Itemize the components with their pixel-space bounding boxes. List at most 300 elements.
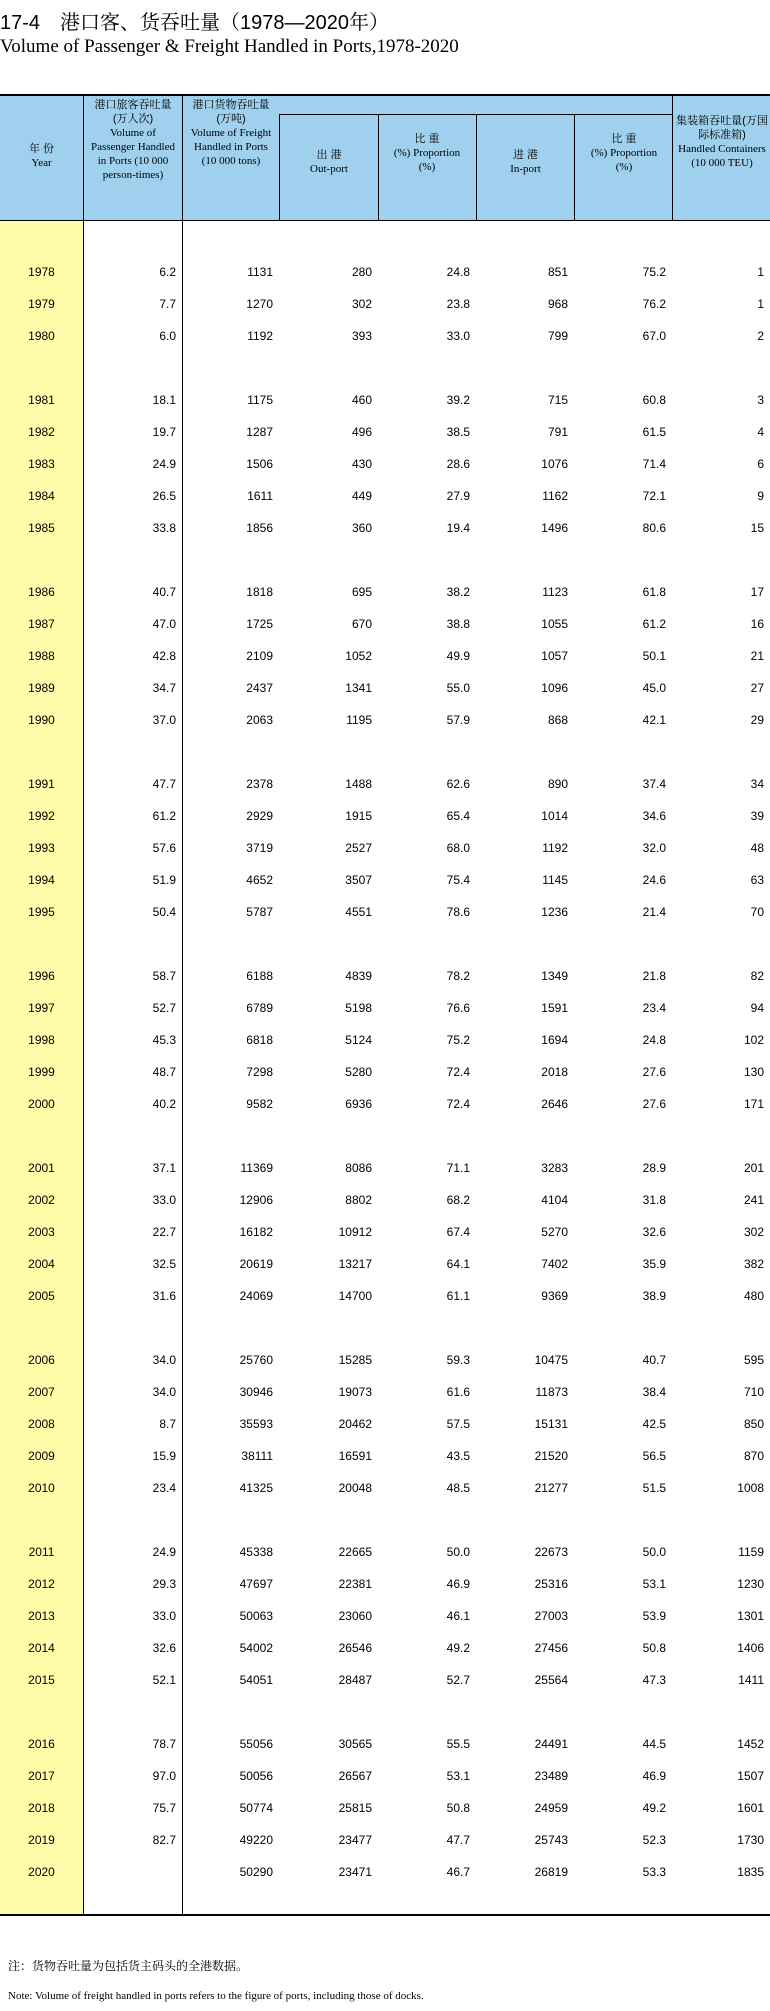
value-cell: 55.0 [446,681,470,695]
value-cell: 50056 [239,1769,273,1783]
value-cell: 61.1 [446,1289,470,1303]
value-cell: 39.2 [446,393,470,407]
value-cell: 40.2 [152,1097,176,1111]
value-cell: 22381 [338,1577,372,1591]
value-cell: 52.7 [446,1673,470,1687]
value-cell: 1915 [345,809,372,823]
value-cell: 360 [351,521,372,535]
value-cell: 302 [743,1225,764,1239]
value-cell: 10475 [534,1353,568,1367]
year-cell: 1995 [28,905,55,919]
value-cell: 1162 [542,489,568,503]
year-cell: 1994 [28,873,55,887]
value-cell: 52.1 [152,1673,176,1687]
value-cell: 1055 [541,617,568,631]
value-cell: 50.0 [642,1545,666,1559]
value-cell: 11369 [240,1161,273,1175]
value-cell: 35.9 [642,1257,666,1271]
year-cell: 1993 [28,841,55,855]
value-cell: 38111 [241,1449,273,1463]
header-outport: 出 港 Out-port [310,149,348,175]
year-cell: 2000 [28,1097,55,1111]
table-row [0,448,770,480]
value-cell: 24.8 [446,265,470,279]
year-cell: 2004 [28,1257,55,1271]
value-cell: 1301 [737,1609,764,1623]
value-cell: 27003 [534,1609,568,1623]
value-cell: 130 [743,1065,764,1079]
value-cell: 34.7 [152,681,176,695]
value-cell: 25815 [338,1801,372,1815]
table-row [0,1216,770,1248]
value-cell: 37.1 [152,1161,176,1175]
value-cell: 1 [757,297,764,311]
year-cell: 1981 [28,393,55,407]
value-cell: 48.5 [446,1481,470,1495]
value-cell: 2378 [246,777,273,791]
value-cell: 2109 [246,649,273,663]
value-cell: 449 [351,489,372,503]
table-row [0,384,770,416]
value-cell: 56.5 [642,1449,666,1463]
value-cell: 63 [750,873,764,887]
value-cell: 46.1 [446,1609,470,1623]
value-cell: 24.9 [152,1545,176,1559]
value-cell: 53.1 [642,1577,666,1591]
value-cell: 52.3 [642,1833,666,1847]
data-table-body [0,256,770,1888]
value-cell: 1496 [541,521,568,535]
note-english: Note: Volume of freight handled in ports refers to the figure of ports, including those of docks. [8,1990,424,2002]
value-cell: 201 [743,1161,764,1175]
value-cell: 1611 [247,489,273,503]
value-cell: 3 [757,393,764,407]
year-cell: 1988 [28,649,55,663]
value-cell: 1008 [737,1481,764,1495]
value-cell: 2437 [246,681,273,695]
value-cell: 49.9 [446,649,470,663]
value-cell: 34.0 [152,1385,176,1399]
value-cell: 3507 [345,873,372,887]
year-cell: 2003 [28,1225,55,1239]
value-cell: 82 [750,969,764,983]
table-row [0,1760,770,1792]
value-cell: 37.4 [642,777,666,791]
table-row [0,672,770,704]
value-cell: 6188 [246,969,273,983]
value-cell: 24491 [534,1737,568,1751]
year-cell: 2008 [28,1417,55,1431]
value-cell: 38.9 [642,1289,666,1303]
value-cell: 30565 [338,1737,372,1751]
value-cell: 14700 [338,1289,372,1303]
value-cell: 39 [750,809,764,823]
table-row [0,992,770,1024]
value-cell: 171 [743,1097,764,1111]
value-cell: 34 [750,777,764,791]
year-cell: 1984 [28,489,55,503]
value-cell: 496 [351,425,372,439]
value-cell: 695 [351,585,372,599]
value-cell: 6936 [345,1097,372,1111]
header-year: 年 份 Year [28,143,55,169]
table-row [0,896,770,928]
value-cell: 1835 [737,1865,764,1879]
header-inport: 进 港 In-port [510,149,541,175]
value-cell: 45.3 [152,1033,176,1047]
row-spacer [0,736,770,768]
value-cell: 30946 [239,1385,273,1399]
value-cell: 1452 [737,1737,764,1751]
value-cell: 11873 [535,1385,568,1399]
value-cell: 27.6 [642,1097,666,1111]
value-cell: 15285 [338,1353,372,1367]
value-cell: 13217 [338,1257,372,1271]
value-cell: 50.0 [446,1545,470,1559]
year-cell: 2012 [28,1577,55,1591]
value-cell: 53.1 [446,1769,470,1783]
header-subrule [279,114,672,115]
value-cell: 8802 [345,1193,372,1207]
data-table [0,256,770,1888]
value-cell: 2063 [246,713,273,727]
value-cell: 28.6 [446,457,470,471]
value-cell: 5198 [345,1001,372,1015]
value-cell: 54002 [239,1641,273,1655]
value-cell: 21.4 [642,905,666,919]
year-cell: 1982 [28,425,55,439]
value-cell: 8.7 [159,1417,176,1431]
year-cell: 1992 [28,809,55,823]
value-cell: 50.1 [642,649,666,663]
value-cell: 27.6 [642,1065,666,1079]
value-cell: 42.1 [642,713,666,727]
value-cell: 3283 [541,1161,568,1175]
value-cell: 23489 [534,1769,568,1783]
value-cell: 67.4 [446,1225,470,1239]
value-cell: 4839 [345,969,372,983]
value-cell: 16182 [239,1225,273,1239]
value-cell: 102 [743,1033,764,1047]
value-cell: 59.3 [446,1353,470,1367]
value-cell: 47.3 [642,1673,666,1687]
header-passenger: 港口旅客吞吐量(万人次) Volume of Passenger Handled in Ports (10 000 person-times) [90,99,175,181]
column-divider [672,96,673,220]
value-cell: 5787 [246,905,273,919]
value-cell: 94 [750,1001,764,1015]
value-cell: 25760 [239,1353,273,1367]
value-cell: 6789 [246,1001,273,1015]
value-cell: 595 [743,1353,764,1367]
table-row [0,1664,770,1696]
value-cell: 1123 [542,585,568,599]
value-cell: 1236 [541,905,568,919]
table-row [0,480,770,512]
value-cell: 1096 [541,681,568,695]
value-cell: 5270 [541,1225,568,1239]
value-cell: 60.8 [642,393,666,407]
value-cell: 9 [757,489,764,503]
table-row [0,640,770,672]
value-cell: 62.6 [446,777,470,791]
value-cell: 75.2 [446,1033,470,1047]
value-cell: 20048 [338,1481,372,1495]
value-cell: 1601 [737,1801,764,1815]
value-cell: 23060 [338,1609,372,1623]
year-cell: 1998 [28,1033,55,1047]
value-cell: 1014 [541,809,568,823]
value-cell: 6 [757,457,764,471]
value-cell: 25316 [534,1577,568,1591]
value-cell: 24.9 [152,457,176,471]
year-cell: 1990 [28,713,55,727]
value-cell: 52.7 [152,1001,176,1015]
table-row [0,1728,770,1760]
table-row [0,864,770,896]
value-cell: 65.4 [446,809,470,823]
table-row [0,704,770,736]
column-divider [378,114,379,220]
value-cell: 7298 [246,1065,273,1079]
value-cell: 32.0 [642,841,666,855]
year-cell: 2010 [28,1481,55,1495]
value-cell: 41325 [239,1481,273,1495]
value-cell: 50063 [239,1609,273,1623]
value-cell: 21520 [534,1449,568,1463]
value-cell: 5280 [345,1065,372,1079]
value-cell: 71.1 [446,1161,470,1175]
value-cell: 78.7 [152,1737,176,1751]
value-cell: 1270 [246,297,273,311]
row-spacer [0,928,770,960]
value-cell: 1506 [246,457,273,471]
value-cell: 27 [750,681,764,695]
value-cell: 19.4 [446,521,470,535]
value-cell: 26.5 [152,489,176,503]
value-cell: 7.7 [159,297,176,311]
value-cell: 6.2 [159,265,176,279]
row-spacer [0,1312,770,1344]
value-cell: 4551 [345,905,372,919]
value-cell: 24.6 [642,873,666,887]
value-cell: 1057 [541,649,568,663]
value-cell: 24.8 [642,1033,666,1047]
value-cell: 2646 [541,1097,568,1111]
value-cell: 47.7 [446,1833,470,1847]
value-cell: 16591 [338,1449,372,1463]
value-cell: 799 [547,329,568,343]
value-cell: 57.6 [152,841,176,855]
value-cell: 1488 [345,777,372,791]
value-cell: 2527 [345,841,372,855]
row-spacer [0,1120,770,1152]
column-divider [574,114,575,220]
table-row [0,1024,770,1056]
value-cell: 2929 [246,809,273,823]
value-cell: 26567 [338,1769,372,1783]
value-cell: 25564 [534,1673,568,1687]
value-cell: 47.7 [152,777,176,791]
page-subtitle: Volume of Passenger & Freight Handled in Ports,1978-2020 [0,36,459,57]
value-cell: 37.0 [152,713,176,727]
value-cell: 76.2 [642,297,666,311]
year-cell: 1997 [28,1001,55,1015]
value-cell: 968 [547,297,568,311]
value-cell: 54051 [239,1673,273,1687]
value-cell: 68.2 [446,1193,470,1207]
value-cell: 42.5 [642,1417,666,1431]
value-cell: 19.7 [152,425,176,439]
table-row [0,832,770,864]
page-title: 17-4 港口客、货吞吐量（1978—2020年） [0,12,390,34]
value-cell: 68.0 [446,841,470,855]
value-cell: 43.5 [446,1449,470,1463]
value-cell: 12906 [239,1193,273,1207]
value-cell: 1349 [541,969,568,983]
year-cell: 2014 [28,1641,55,1655]
value-cell: 241 [743,1193,764,1207]
year-cell: 1989 [28,681,55,695]
value-cell: 40.7 [642,1353,666,1367]
value-cell: 1507 [737,1769,764,1783]
value-cell: 851 [547,265,568,279]
table-row [0,608,770,640]
value-cell: 46.9 [642,1769,666,1783]
value-cell: 28.9 [642,1161,666,1175]
value-cell: 48 [750,841,764,855]
value-cell: 1192 [247,329,273,343]
table-row [0,1408,770,1440]
value-cell: 50.8 [446,1801,470,1815]
year-cell: 2009 [28,1449,55,1463]
value-cell: 1175 [247,393,273,407]
value-cell: 45338 [239,1545,273,1559]
year-cell: 2007 [28,1385,55,1399]
value-cell: 1725 [246,617,273,631]
value-cell: 1406 [737,1641,764,1655]
value-cell: 26546 [338,1641,372,1655]
value-cell: 4104 [541,1193,568,1207]
value-cell: 27.9 [446,489,470,503]
year-cell: 2018 [28,1801,55,1815]
year-cell: 2005 [28,1289,55,1303]
header-bottom-rule [0,220,770,221]
value-cell: 6.0 [159,329,176,343]
table-row [0,1824,770,1856]
value-cell: 46.7 [446,1865,470,1879]
table-row [0,1152,770,1184]
value-cell: 1230 [737,1577,764,1591]
table-row [0,256,770,288]
table-row [0,1536,770,1568]
value-cell: 33.8 [152,521,176,535]
header-freight: 港口货物吞吐量(万吨) Volume of Freight Handled in Ports (10 000 tons) [190,99,272,167]
value-cell: 45.0 [642,681,666,695]
value-cell: 22.7 [152,1225,176,1239]
table-row [0,1376,770,1408]
value-cell: 8086 [345,1161,372,1175]
table-row [0,1856,770,1888]
value-cell [83,1856,182,1888]
year-cell: 2006 [28,1353,55,1367]
table-row [0,1440,770,1472]
value-cell: 715 [547,393,568,407]
value-cell: 23.4 [642,1001,666,1015]
value-cell: 21277 [534,1481,568,1495]
value-cell: 1131 [247,265,273,279]
value-cell: 82.7 [152,1833,176,1847]
value-cell: 6818 [246,1033,273,1047]
value-cell: 61.6 [446,1385,470,1399]
value-cell: 29 [750,713,764,727]
value-cell: 70 [750,905,764,919]
table-row [0,288,770,320]
value-cell: 870 [743,1449,764,1463]
year-cell: 1980 [28,329,55,343]
table-row [0,768,770,800]
value-cell: 2 [757,329,764,343]
value-cell: 49.2 [642,1801,666,1815]
value-cell: 5124 [345,1033,372,1047]
year-cell: 1999 [28,1065,55,1079]
value-cell: 50.8 [642,1641,666,1655]
table-row [0,800,770,832]
value-cell: 24959 [534,1801,568,1815]
value-cell: 15 [750,521,764,535]
value-cell: 23477 [338,1833,372,1847]
year-cell: 1979 [28,297,55,311]
table-row [0,1280,770,1312]
value-cell: 32.5 [152,1257,176,1271]
value-cell: 97.0 [152,1769,176,1783]
value-cell: 1818 [246,585,273,599]
row-spacer [0,544,770,576]
value-cell: 28487 [338,1673,372,1687]
value-cell: 38.4 [642,1385,666,1399]
top-rule [0,94,770,96]
value-cell: 64.1 [446,1257,470,1271]
value-cell: 57.5 [446,1417,470,1431]
year-cell: 2020 [28,1865,55,1879]
year-cell: 1987 [28,617,55,631]
year-cell: 1986 [28,585,55,599]
table-row [0,416,770,448]
value-cell: 2018 [541,1065,568,1079]
value-cell: 868 [547,713,568,727]
year-cell: 1996 [28,969,55,983]
table-row [0,1472,770,1504]
value-cell: 50290 [239,1865,273,1879]
value-cell: 21 [750,649,764,663]
value-cell: 1591 [541,1001,568,1015]
row-spacer [0,352,770,384]
year-cell: 2002 [28,1193,55,1207]
year-cell: 2015 [28,1673,55,1687]
value-cell: 61.8 [642,585,666,599]
value-cell: 18.1 [152,393,176,407]
year-cell: 2016 [28,1737,55,1751]
table-row [0,1600,770,1632]
value-cell: 51.9 [152,873,176,887]
value-cell: 33.0 [152,1609,176,1623]
value-cell: 9582 [246,1097,273,1111]
value-cell: 16 [750,617,764,631]
table-row [0,1056,770,1088]
value-cell: 38.8 [446,617,470,631]
year-cell: 2017 [28,1769,55,1783]
value-cell: 280 [351,265,372,279]
value-cell: 1145 [542,873,568,887]
